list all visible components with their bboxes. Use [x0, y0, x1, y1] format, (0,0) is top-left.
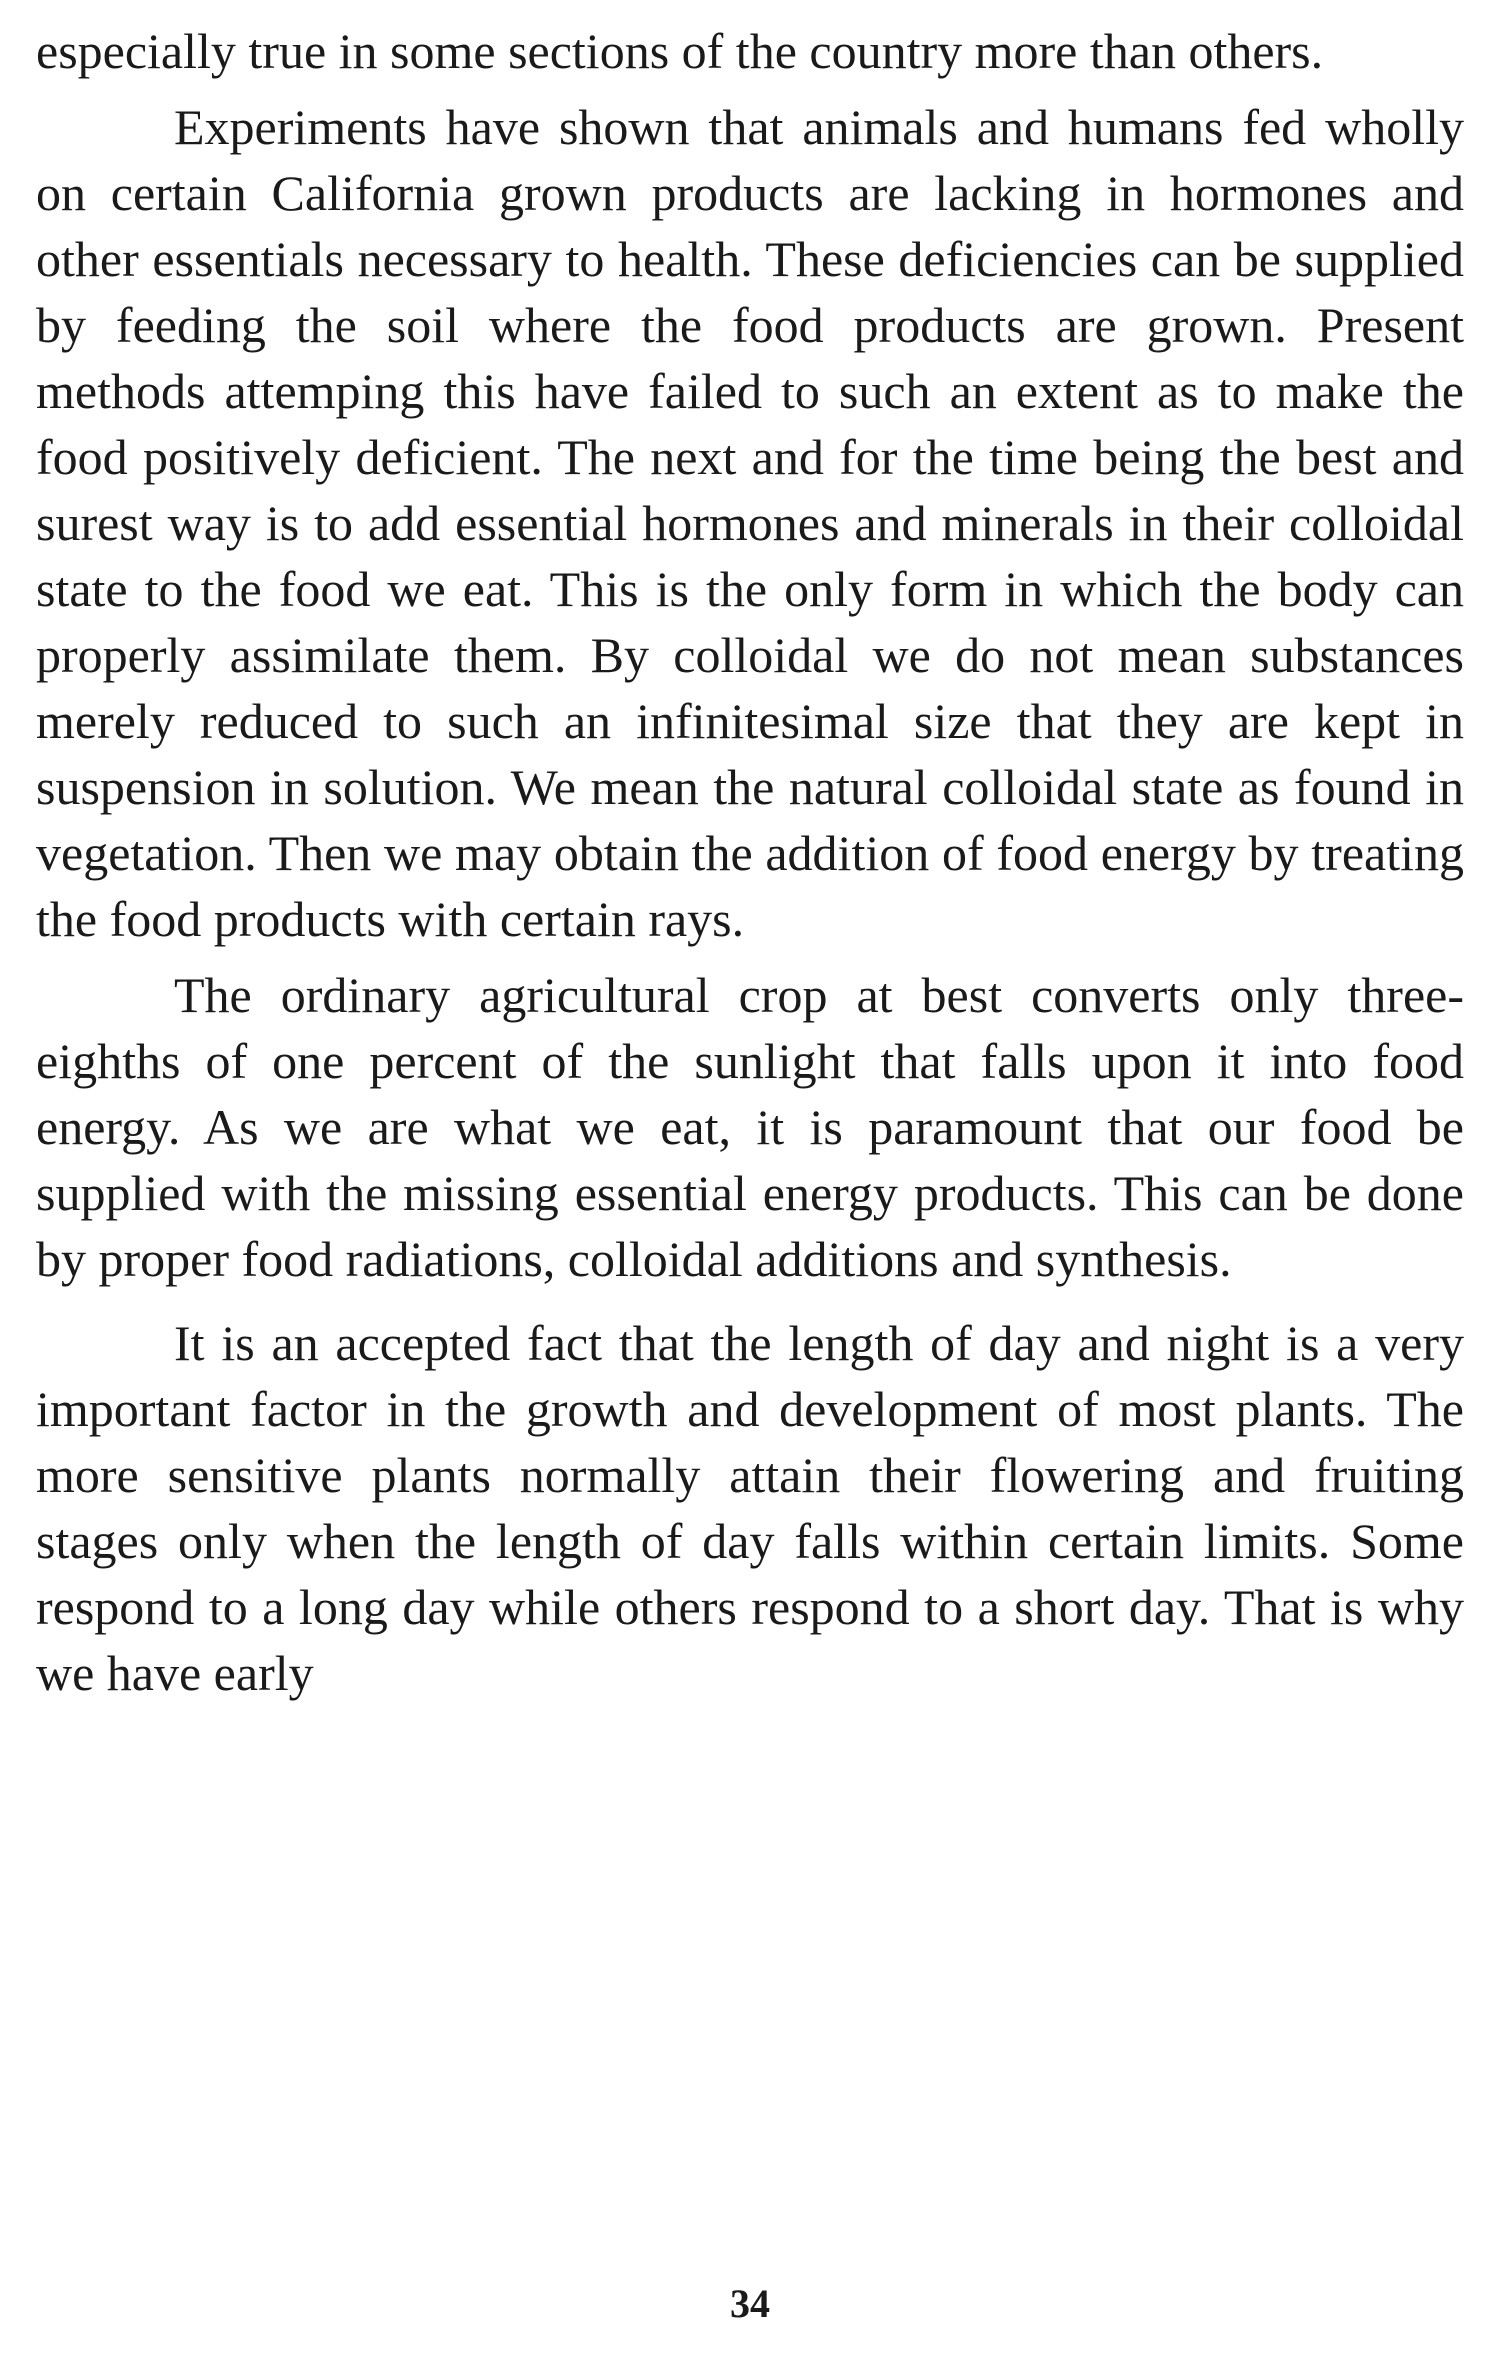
- paragraph-day-length: It is an accepted fact that the length of day and night is a very important factor in the growth and development of most plants. The more sensitive plants normally attain their flowering and fruiting stages only when the length of day falls within certain limits. Some respond to a long day while others respond to a short day. That is why we have early: [36, 1315, 1464, 1701]
- page-number: 34: [730, 2281, 770, 2326]
- paragraph-experiments: Experiments have shown that animals and humans fed wholly on certain California grown products are lacking in hormones and other essentials necessary to health. These deficiencies can be supplied by feeding the soil where the food products are grown. Present methods attemping this have failed to such an extent as to make the food positively deficient. The next and for the time being the best and surest way is to add essential hormones and minerals in their colloidal state to the food we eat. This is the only form in which the body can properly assimilate them. By colloidal we do not mean substances merely reduced to such an infinitesimal size that they are kept in suspension in solution. We mean the natural colloidal state as found in vegetation. Then we may obtain the addition of food energy by treating the food products with certain rays.: [36, 99, 1464, 947]
- paragraph-agricultural-crop: The ordinary agricultural crop at best converts only three-eighths of one percent of the sunlight that falls upon it into food energy. As we are what we eat, it is paramount that our food be supplied with the missing essential energy products. This can be done by proper food radiations, colloidal additions and synthesis.: [36, 967, 1464, 1287]
- paragraph-continued: especially true in some sections of the country more than others.: [36, 23, 1324, 79]
- book-page: [36, 18, 1464, 2358]
